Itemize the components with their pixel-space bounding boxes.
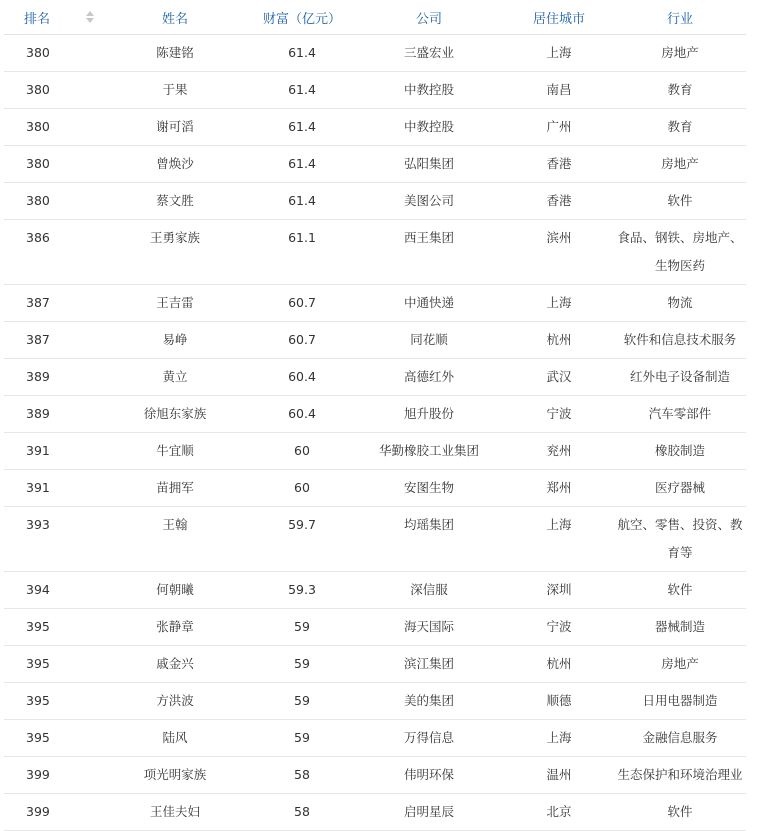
table-row: [4, 35, 746, 72]
cell-company: 同花顺: [354, 322, 504, 359]
cell-wealth: 61.4: [250, 183, 354, 220]
cell-name: 易峥: [100, 322, 250, 359]
table-row: [4, 646, 746, 683]
table-row: [4, 572, 746, 609]
cell-industry: 房地产: [614, 146, 746, 183]
cell-wealth: 60: [250, 470, 354, 507]
table-row: [4, 683, 746, 720]
cell-company: 万得信息: [354, 720, 504, 757]
cell-name: 苗拥军: [100, 470, 250, 507]
cell-company: 三盛宏业: [354, 35, 504, 72]
cell-name: 蔡文胜: [100, 183, 250, 220]
cell-industry: 房地产: [614, 646, 746, 683]
sort-up-icon: [86, 11, 94, 16]
cell-name: 王翰: [100, 507, 250, 572]
cell-city: 南昌: [504, 72, 614, 109]
cell-rank: 391: [4, 433, 100, 470]
cell-name: 黄立: [100, 359, 250, 396]
cell-city: 宁波: [504, 609, 614, 646]
cell-rank: 395: [4, 609, 100, 646]
cell-company: 滨江集团: [354, 646, 504, 683]
column-header-city[interactable]: [504, 0, 614, 35]
cell-name: 张静章: [100, 609, 250, 646]
cell-rank: 380: [4, 35, 100, 72]
column-header-name[interactable]: [100, 0, 250, 35]
cell-name: 王勇家族: [100, 220, 250, 285]
cell-industry: 日用电器制造: [614, 683, 746, 720]
cell-city: 杭州: [504, 322, 614, 359]
cell-rank: 395: [4, 646, 100, 683]
column-header-name-label: 姓名: [161, 11, 188, 27]
cell-company: 中通快递: [354, 285, 504, 322]
cell-company: 旭升股份: [354, 396, 504, 433]
cell-name: 项光明家族: [100, 757, 250, 794]
cell-wealth: 60: [250, 433, 354, 470]
cell-rank: 399: [4, 757, 100, 794]
table-row: [4, 794, 746, 831]
cell-company: 中教控股: [354, 72, 504, 109]
table-row: [4, 433, 746, 470]
cell-city: 深圳: [504, 572, 614, 609]
cell-wealth: 59: [250, 683, 354, 720]
cell-industry: 橡胶制造: [614, 433, 746, 470]
cell-city: 香港: [504, 183, 614, 220]
cell-rank: 387: [4, 285, 100, 322]
cell-city: 杭州: [504, 646, 614, 683]
cell-wealth: 60.4: [250, 359, 354, 396]
table-row: [4, 183, 746, 220]
cell-rank: 387: [4, 322, 100, 359]
cell-company: 伟明环保: [354, 757, 504, 794]
cell-industry: 汽车零部件: [614, 396, 746, 433]
table-row: [4, 757, 746, 794]
cell-rank: 380: [4, 109, 100, 146]
cell-name: 谢可滔: [100, 109, 250, 146]
cell-city: 顺德: [504, 683, 614, 720]
cell-rank: 389: [4, 396, 100, 433]
cell-rank: 395: [4, 683, 100, 720]
column-header-wealth-label: 财富（亿元）: [262, 11, 341, 27]
cell-industry: 物流: [614, 285, 746, 322]
cell-industry: 软件: [614, 794, 746, 831]
table-row: [4, 322, 746, 359]
cell-rank: 386: [4, 220, 100, 285]
cell-city: 上海: [504, 507, 614, 572]
cell-city: 兖州: [504, 433, 614, 470]
cell-company: 华勤橡胶工业集团: [354, 433, 504, 470]
table-row: [4, 220, 746, 285]
cell-industry: 软件: [614, 183, 746, 220]
table-row: [4, 507, 746, 572]
cell-wealth: 59.3: [250, 572, 354, 609]
cell-name: 徐旭东家族: [100, 396, 250, 433]
cell-company: 高德红外: [354, 359, 504, 396]
cell-city: 上海: [504, 285, 614, 322]
cell-rank: 380: [4, 146, 100, 183]
cell-company: 安图生物: [354, 470, 504, 507]
cell-name: 何朝曦: [100, 572, 250, 609]
cell-company: 美图公司: [354, 183, 504, 220]
cell-name: 牛宜顺: [100, 433, 250, 470]
cell-city: 广州: [504, 109, 614, 146]
cell-industry: 软件: [614, 572, 746, 609]
cell-rank: 399: [4, 794, 100, 831]
cell-wealth: 61.4: [250, 109, 354, 146]
table-row: [4, 109, 746, 146]
cell-wealth: 58: [250, 757, 354, 794]
cell-rank: 393: [4, 507, 100, 572]
cell-industry: 器械制造: [614, 609, 746, 646]
cell-wealth: 61.4: [250, 146, 354, 183]
cell-company: 西王集团: [354, 220, 504, 285]
cell-company: 启明星辰: [354, 794, 504, 831]
cell-name: 方洪波: [100, 683, 250, 720]
cell-city: 北京: [504, 794, 614, 831]
cell-wealth: 61.4: [250, 72, 354, 109]
cell-industry: 生态保护和环境治理业: [614, 757, 746, 794]
table-header-row: [4, 0, 746, 35]
cell-industry: 教育: [614, 109, 746, 146]
cell-city: 上海: [504, 720, 614, 757]
cell-rank: 395: [4, 720, 100, 757]
cell-city: 武汉: [504, 359, 614, 396]
cell-name: 陆风: [100, 720, 250, 757]
cell-name: 陈建铭: [100, 35, 250, 72]
cell-wealth: 60.7: [250, 285, 354, 322]
column-header-industry-label: 行业: [666, 11, 693, 27]
cell-name: 戚金兴: [100, 646, 250, 683]
cell-rank: 391: [4, 470, 100, 507]
table-row: [4, 285, 746, 322]
cell-industry: 航空、零售、投资、教育等: [614, 507, 746, 572]
cell-company: 海天国际: [354, 609, 504, 646]
cell-company: 弘阳集团: [354, 146, 504, 183]
table-row: [4, 720, 746, 757]
cell-name: 王佳夫妇: [100, 794, 250, 831]
column-header-wealth[interactable]: [250, 0, 354, 35]
cell-company: 均瑶集团: [354, 507, 504, 572]
cell-wealth: 58: [250, 794, 354, 831]
cell-wealth: 59: [250, 609, 354, 646]
cell-city: 香港: [504, 146, 614, 183]
cell-industry: 教育: [614, 72, 746, 109]
column-header-city-label: 居住城市: [532, 11, 585, 27]
column-header-rank-label: 排名: [24, 11, 51, 27]
cell-wealth: 61.1: [250, 220, 354, 285]
cell-wealth: 59: [250, 720, 354, 757]
cell-wealth: 59: [250, 646, 354, 683]
sort-down-icon: [86, 18, 94, 23]
cell-wealth: 59.7: [250, 507, 354, 572]
cell-rank: 394: [4, 572, 100, 609]
rich-list-table: [4, 0, 746, 831]
cell-wealth: 61.4: [250, 35, 354, 72]
cell-rank: 380: [4, 183, 100, 220]
cell-name: 于果: [100, 72, 250, 109]
cell-wealth: 60.7: [250, 322, 354, 359]
column-header-rank[interactable]: [4, 0, 100, 35]
column-header-industry[interactable]: [614, 0, 746, 35]
cell-industry: 金融信息服务: [614, 720, 746, 757]
table-row: [4, 146, 746, 183]
cell-name: 曾焕沙: [100, 146, 250, 183]
cell-industry: 医疗器械: [614, 470, 746, 507]
cell-city: 郑州: [504, 470, 614, 507]
cell-industry: 软件和信息技术服务: [614, 322, 746, 359]
cell-city: 滨州: [504, 220, 614, 285]
sort-arrows-icon[interactable]: [86, 11, 94, 23]
cell-wealth: 60.4: [250, 396, 354, 433]
cell-industry: 食品、钢铁、房地产、生物医药: [614, 220, 746, 285]
table-row: [4, 609, 746, 646]
cell-industry: 红外电子设备制造: [614, 359, 746, 396]
cell-industry: 房地产: [614, 35, 746, 72]
cell-rank: 380: [4, 72, 100, 109]
column-header-company-label: 公司: [415, 11, 442, 27]
table-row: [4, 470, 746, 507]
cell-city: 温州: [504, 757, 614, 794]
table-body: [4, 35, 746, 831]
cell-city: 宁波: [504, 396, 614, 433]
table-row: [4, 359, 746, 396]
cell-city: 上海: [504, 35, 614, 72]
cell-company: 深信服: [354, 572, 504, 609]
cell-rank: 389: [4, 359, 100, 396]
table-row: [4, 72, 746, 109]
table-row: [4, 396, 746, 433]
cell-company: 中教控股: [354, 109, 504, 146]
column-header-company[interactable]: [354, 0, 504, 35]
cell-name: 王吉雷: [100, 285, 250, 322]
cell-company: 美的集团: [354, 683, 504, 720]
